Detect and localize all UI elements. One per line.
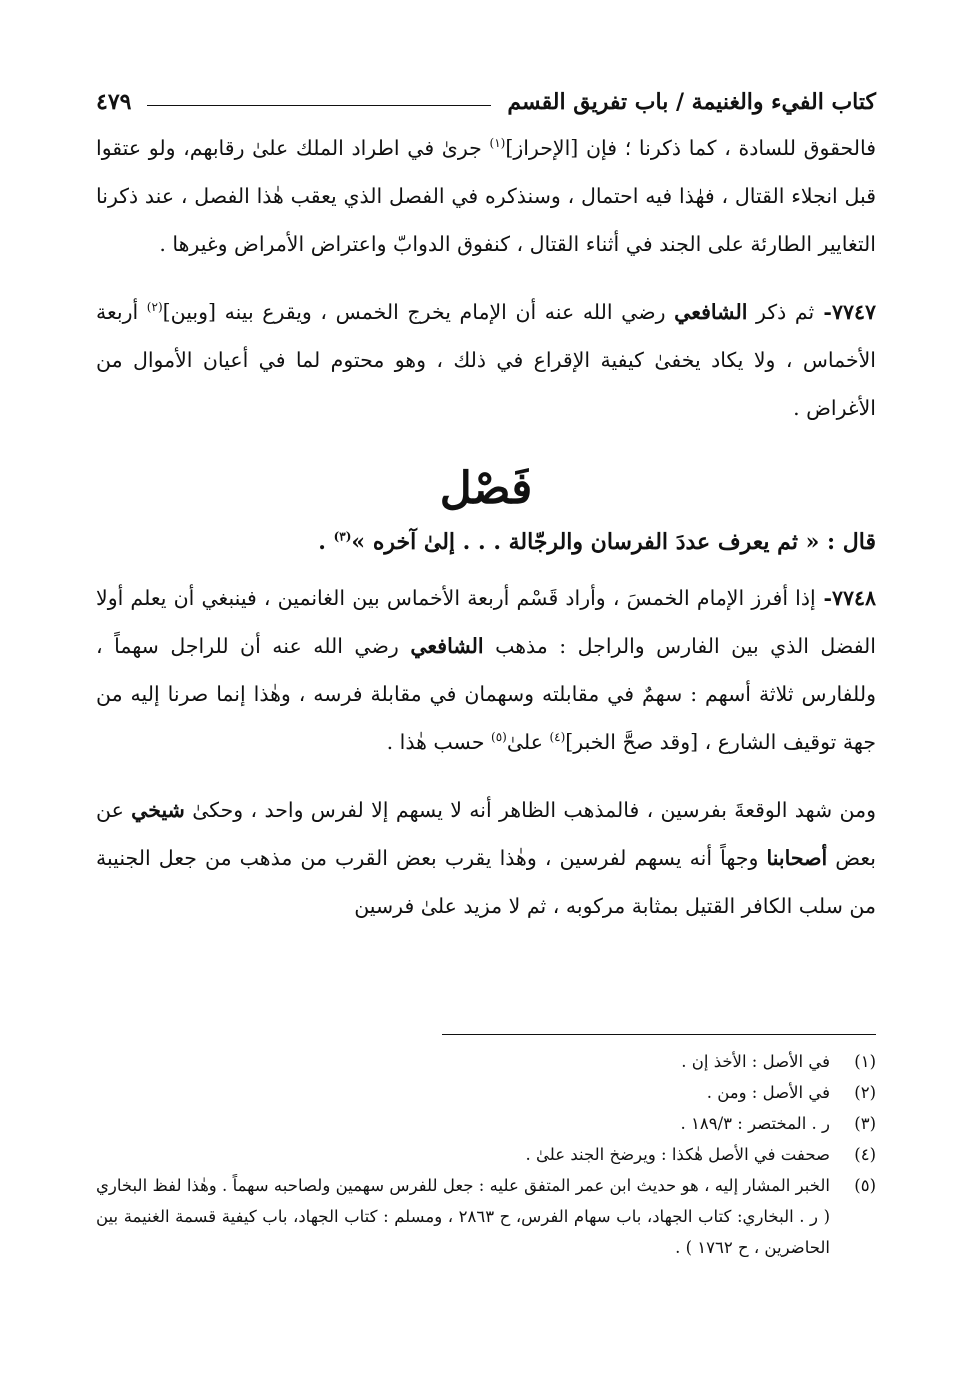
footnote-ref-2[interactable]: (٢) xyxy=(146,300,163,315)
paragraph-gap xyxy=(96,766,876,786)
footnote xyxy=(96,1046,876,1077)
footnote-ref-4[interactable]: (٤) xyxy=(549,730,566,745)
paragraph-text: ومن شهد الوقعةَ بفرسين ، فالمذهب الظاهر أنه لا يسهم إلا لفرس واحد ، وحكىٰ xyxy=(184,798,876,822)
paragraph-text: علىٰ xyxy=(506,730,550,754)
footnote-number: (١) xyxy=(854,1052,876,1071)
paragraph-text: عن بعض xyxy=(96,798,876,870)
bold-term-shaykhi: شيخي xyxy=(131,798,185,822)
paragraph-text: ثم ذكر xyxy=(747,300,815,324)
paragraph-7748 xyxy=(96,574,876,766)
running-header xyxy=(96,80,876,124)
paragraph-1 xyxy=(96,124,876,268)
footnote-number: (٥) xyxy=(854,1176,876,1195)
paragraph-number: ٧٧٤٨- xyxy=(815,586,876,610)
footnote-number: (٢) xyxy=(854,1083,876,1102)
footnote-text: الخبر المشار إليه ، هو حديث ابن عمر المتفق عليه : جعل للفرس سهمين ولصاحبه سهماً . وهٰذا لفظ البخاري ( ر . البخاري: كتاب الجهاد، باب سهام الفرس، ح ٢٨٦٣ ، ومسلم : كتاب الجهاد، باب كيفية قسمة الغنيمة بين الحاضرين ، ح ١٧٦٢ ) . xyxy=(96,1176,831,1257)
footnote-text: صحفت في الأصل هٰكذا : ويرضخ الجند علىٰ . xyxy=(525,1145,830,1164)
paragraph-text: حسب هٰذا . xyxy=(386,730,492,754)
page-number: ٤٧٩ xyxy=(96,89,132,115)
paragraph-text: فالحقوق للسادة ، كما ذكرنا ؛ فإن [الإحراز] xyxy=(505,136,876,160)
footnote-ref-5[interactable]: (٥) xyxy=(491,730,507,745)
paragraph-text: رضي الله عنه أن للراجل سهماً ، وللفارس ثلاثة أسهم : سهمٌ في مقابلته وسهمان في مقابلة فرسه ، وهٰذا إنما صرنا إليه من جهة توقيف الشارع ، [وقد صحَّ الخبر] xyxy=(96,634,876,754)
paragraph-7747 xyxy=(96,288,876,432)
footnote-number: (٣) xyxy=(854,1114,876,1133)
footnote-separator xyxy=(442,1034,876,1035)
paragraph-text: رضي الله عنه أن الإمام يخرج الخمس ، ويقرع بينه [وبين] xyxy=(162,300,675,324)
bold-name-shafii: الشافعي xyxy=(674,300,748,324)
chapter-title: كتاب الفيء والغنيمة / باب تفريق القسم xyxy=(507,89,876,115)
heading-text: قال : « ثم يعرف عددَ الفرسان والرجّالة . . . إلىٰ آخره » xyxy=(351,529,876,555)
footnote xyxy=(96,1170,876,1263)
footnote-ref-3[interactable]: (٣) xyxy=(333,529,352,544)
paragraph-text: جرىٰ في اطراد الملك علىٰ رقابهم، ولو عتقوا قبل انجلاء القتال ، فهٰذا فيه احتمال ، وسنذكره في الفصل الذي يعقب هٰذا الفصل ، عند ذكرنا التغايير الطارئة على الجند في أثناء القتال ، كنفوق الدوابّ واعتراض الأمراض وغيرها . xyxy=(96,136,876,256)
footnote-text: ر . المختصر : ١٨٩/٣ . xyxy=(680,1114,830,1133)
footnote-number: (٤) xyxy=(854,1145,876,1164)
paragraph-number: ٧٧٤٧- xyxy=(814,300,876,324)
footnote-text: في الأصل : الأخذ إن . xyxy=(681,1052,830,1071)
document-page xyxy=(96,80,877,1257)
paragraph-text: إذا أفرز الإمام الخمسَ ، وأراد قَسْم أربعة الأخماس بين الغانمين ، فينبغي أن يعلم أولا الفضل الذي بين الفارس والراجل : مذهب xyxy=(96,586,877,658)
header-rule xyxy=(147,105,491,106)
footnote xyxy=(96,1139,876,1170)
paragraph-4 xyxy=(96,786,876,930)
footnote-text: في الأصل : ومن . xyxy=(706,1083,830,1102)
footnote xyxy=(96,1108,876,1139)
section-ornament-heading: فَصْل xyxy=(439,463,533,514)
paragraph-gap xyxy=(96,268,876,288)
footnote-ref-1[interactable]: (١) xyxy=(489,136,506,151)
paragraph-text: وجهاً أنه يسهم لفرسين ، وهٰذا يقرب بعض القرب من مذهب من جعل الجنيبة من سلب الكافر القتيل بمثابة مركوبه ، ثم لا مزيد علىٰ فرسين xyxy=(96,846,876,918)
bold-name-shafii: الشافعي xyxy=(410,634,484,658)
bold-term-ashabuna: أصحابنا xyxy=(766,846,828,870)
paragraph-text: أربعة الأخماس ، ولا يكاد يخفىٰ كيفية الإقراع في ذلك ، وهو محتوم لما في أعيان الأموال من الأغراض . xyxy=(96,300,876,420)
footnotes xyxy=(96,1046,876,1263)
heading-text: . xyxy=(318,529,334,555)
footnote xyxy=(96,1077,876,1108)
section-heading xyxy=(96,518,876,566)
